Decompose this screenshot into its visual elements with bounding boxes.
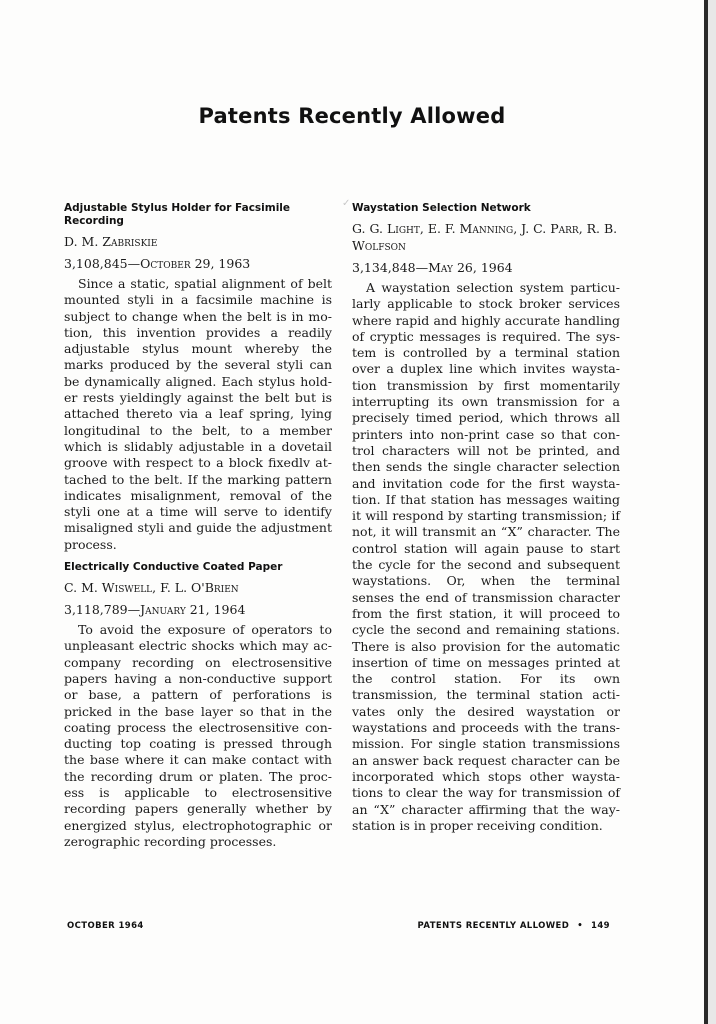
patent-date: May 26, 1964 <box>428 260 513 275</box>
right-column <box>352 202 620 842</box>
patent-date: January 21, 1964 <box>140 602 246 618</box>
patent-abstract: A waystation selection system particularly applicable to stock broker services where rapid and highly accurate handling of cryptic messages is required. The system is controlled by a terminal station over a duplex line which invites waystation transmission by first momentarily interrupting its own transmission for a precisely timed period, which throws all printers into non-print case so that control characters will not be printed, and then sends the single character selection and invitation code for the first waystation. If that station has messages waiting it will respond by starting transmission; if not, it will transmit an “X” character. The control station will again pause to start the cycle for the second and subsequent waystations. Or, when the terminal senses the end of transmission character from the first station, it will proceed to cycle the second and remaining stations. There is also provision for the automatic insertion of time on messages printed at the control station. For its own transmission, the terminal station activates only the desired waystation or waystations and proceeds with the transmission. For single station transmissions an answer back request character can be incorporated which stops other waystations to clear the way for transmission of an “X” character affirming that the waystation is in proper receiving condition. <box>352 280 620 833</box>
page-number: 149 <box>591 921 610 931</box>
patent-number-date: 3,118,789—January 21, 1964 <box>64 602 246 618</box>
patent-entry <box>64 561 332 850</box>
patent-authors: D. M. Zabriskie <box>64 234 158 249</box>
patent-number: 3,108,845 <box>64 256 128 271</box>
footer-running-head <box>418 921 610 931</box>
footer-section: PATENTS RECENTLY ALLOWED <box>417 921 570 931</box>
patent-number: 3,134,848 <box>352 260 416 275</box>
patent-abstract: Since a static, spatial alignment of belt mounted styli in a facsimile machine is subject to change when the belt is in motion, this invention provides a readily adjustable stylus mount whereby the marks produced by the several styli can be dynamically aligned. Each stylus holder rests yieldingly against the belt but is attached thereto via a leaf spring, lying longitudinal to the belt, to a member which is slidably adjustable in a dovetail groove with respect to a block fixedlv attached to the belt. If the marking pattern indicates misalignment, removal of the styli one at a time will serve to identify misaligned styli and guide the adjustment process. <box>64 276 332 552</box>
patent-authors: C. M. Wiswell, F. L. O'Brien <box>64 580 239 596</box>
patent-abstract: To avoid the exposure of operators to unpleasant electric shocks which may accompany recording on electrosensitive papers having a non-conductive support or base, a pattern of perforations is pricked in the base layer so that in the coating process the electrosensitive conducting top coating is pressed through the base where it can make contact with the recording drum or platen. The process is applicable to electrosensitive recording papers generally whether by energized stylus, electrophotographic or zerographic recording processes. <box>64 622 332 849</box>
bullet-separator-icon: • <box>577 921 584 931</box>
patent-authors: G. G. Light, E. F. Manning, J. C. Parr, R. B. Wolfson <box>352 221 618 253</box>
left-column <box>64 202 332 858</box>
patent-number-date: 3,108,845—October 29, 1963 <box>64 256 251 271</box>
patent-title: Waystation Selection Network <box>352 202 531 214</box>
scan-margin <box>708 0 716 1024</box>
patent-title: Adjustable Stylus Holder for Facsimile Recording <box>64 202 291 227</box>
patent-date: October 29, 1963 <box>140 256 251 271</box>
page-title: Patents Recently Allowed <box>198 104 506 128</box>
patent-title: Electrically Conductive Coated Paper <box>64 561 283 574</box>
patent-entry <box>352 202 620 834</box>
check-mark-annotation: ✓ <box>342 198 351 209</box>
patent-entry <box>64 202 332 553</box>
patent-number: 3,118,789 <box>64 602 128 618</box>
footer-issue-date: OCTOBER 1964 <box>67 921 144 931</box>
patent-number-date: 3,134,848—May 26, 1964 <box>352 260 513 275</box>
